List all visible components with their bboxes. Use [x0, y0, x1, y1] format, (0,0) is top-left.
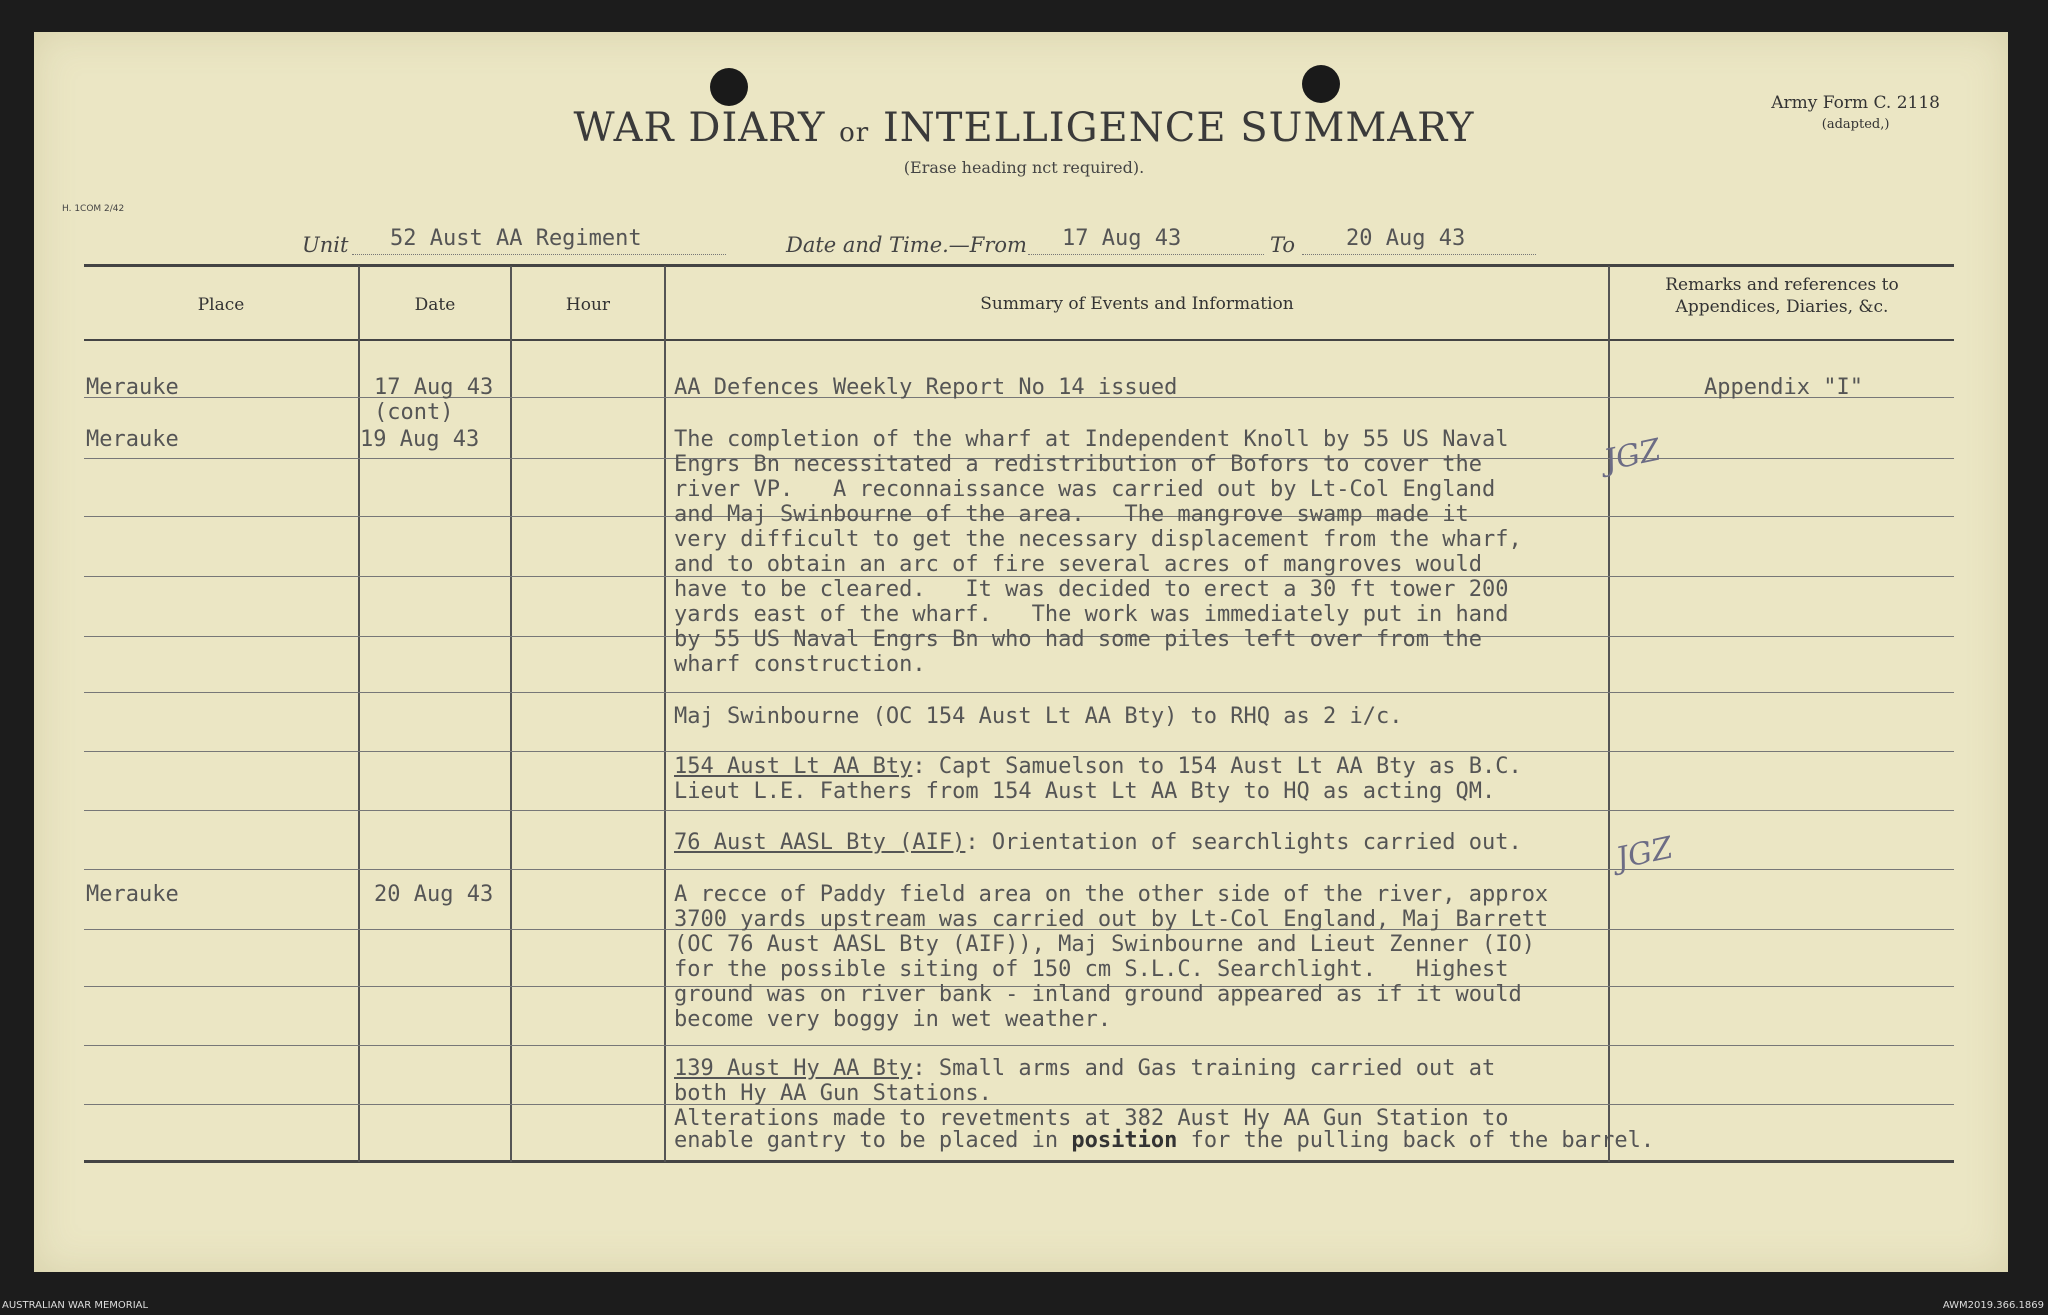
row1-place: Merauke — [86, 375, 179, 400]
unit-value: 52 Aust AA Regiment — [390, 226, 642, 251]
summary-line: and Maj Swinbourne of the area. The mangrove swamp made it — [674, 502, 1469, 527]
unit-heading: 154 Aust Lt AA Bty — [674, 754, 913, 779]
footer-item-id: AWM2019.366.1869 — [1942, 1300, 2044, 1311]
summary-line: have to be cleared. It was decided to erect a 30 ft tower 200 — [674, 577, 1509, 602]
summary-line: and to obtain an arc of fire several acres of mangroves would — [674, 552, 1482, 577]
footer-archive-name: AUSTRALIAN WAR MEMORIAL — [2, 1300, 149, 1311]
column-header-place: Place — [197, 295, 245, 315]
row6-place: Merauke — [86, 882, 179, 907]
column-header-date: Date — [414, 295, 456, 315]
summary-line: become very boggy in wet weather. — [674, 1007, 1112, 1032]
row2-date-cont: (cont) — [374, 400, 454, 425]
punch-hole-left — [710, 68, 748, 106]
column-header-remarks: Remarks and references to Appendices, Diaries, &c. — [1665, 275, 1899, 317]
army-form-number: Army Form C. 2118 (adapted,) — [1771, 93, 1940, 132]
unit-heading: 139 Aust Hy AA Bty — [674, 1056, 913, 1081]
handwritten-initials: JGZ — [1612, 830, 1676, 877]
form-title: WAR DIARY or INTELLIGENCE SUMMARY — [573, 105, 1475, 151]
summary-line: yards east of the wharf. The work was immediately put in hand — [674, 602, 1509, 627]
row6-summary — [674, 882, 1548, 1032]
summary-line: by 55 US Naval Engrs Bn who had some piles left over from the — [674, 627, 1482, 652]
date-to-value: 20 Aug 43 — [1346, 226, 1466, 251]
summary-line: for the possible siting of 150 cm S.L.C. Searchlight. Highest — [674, 957, 1509, 982]
row3-summary: Maj Swinbourne (OC 154 Aust Lt AA Bty) to RHQ as 2 i/c. — [674, 704, 1403, 729]
unit-heading: 76 Aust AASL Bty (AIF) — [674, 830, 966, 855]
row6-date: 20 Aug 43 — [374, 882, 494, 907]
unit-label: Unit — [302, 233, 349, 257]
summary-line: ground was on river bank - inland ground appeared as if it would — [674, 982, 1522, 1007]
date-from-label: Date and Time.—From — [786, 233, 1027, 257]
row1-summary: AA Defences Weekly Report No 14 issued — [674, 375, 1178, 400]
row2-place: Merauke — [86, 427, 179, 452]
row4-summary: 154 Aust Lt AA Bty: Capt Samuelson to 154 Aust Lt AA Bty as B.C. Lieut L.E. Fathers from 154 Aust Lt AA Bty to HQ as acting QM. — [674, 754, 1522, 804]
summary-line: A recce of Paddy field area on the other side of the river, approx — [674, 882, 1549, 907]
date-from-value: 17 Aug 43 — [1062, 226, 1182, 251]
handwritten-initials: JGZ — [1600, 432, 1664, 479]
summary-line: wharf construction. — [674, 652, 926, 677]
form-code: H. 1COM 2/42 — [62, 204, 125, 214]
column-header-hour: Hour — [565, 295, 611, 315]
column-header-summary: Summary of Events and Information — [980, 294, 1294, 314]
row1-remarks: Appendix "I" — [1704, 375, 1863, 400]
row7-summary: 139 Aust Hy AA Bty: Small arms and Gas training carried out at both Hy AA Gun Stations. — [674, 1056, 1496, 1106]
row2-summary — [674, 427, 1522, 677]
date-to-label: To — [1270, 233, 1296, 257]
row1-date: 17 Aug 43 — [374, 375, 494, 400]
summary-line: river VP. A reconnaissance was carried out by Lt-Col England — [674, 477, 1496, 502]
row8-summary: Alterations made to revetments at 382 Aust Hy AA Gun Station to enable gantry to be placed in position for the pulling back of the barrel. — [674, 1106, 1655, 1153]
row2-date: 19 Aug 43 — [360, 427, 480, 452]
row5-summary: 76 Aust AASL Bty (AIF): Orientation of searchlights carried out. — [674, 830, 1522, 855]
summary-line: 3700 yards upstream was carried out by Lt-Col England, Maj Barrett — [674, 907, 1549, 932]
summary-line: The completion of the wharf at Independent Knoll by 55 US Naval — [674, 427, 1509, 452]
punch-hole-right — [1302, 65, 1340, 103]
summary-line: (OC 76 Aust AASL Bty (AIF)), Maj Swinbourne and Lieut Zenner (IO) — [674, 932, 1535, 957]
form-subtitle: (Erase heading nct required). — [903, 158, 1145, 177]
summary-line: very difficult to get the necessary displacement from the wharf, — [674, 527, 1522, 552]
summary-line: Engrs Bn necessitated a redistribution of Bofors to cover the — [674, 452, 1482, 477]
